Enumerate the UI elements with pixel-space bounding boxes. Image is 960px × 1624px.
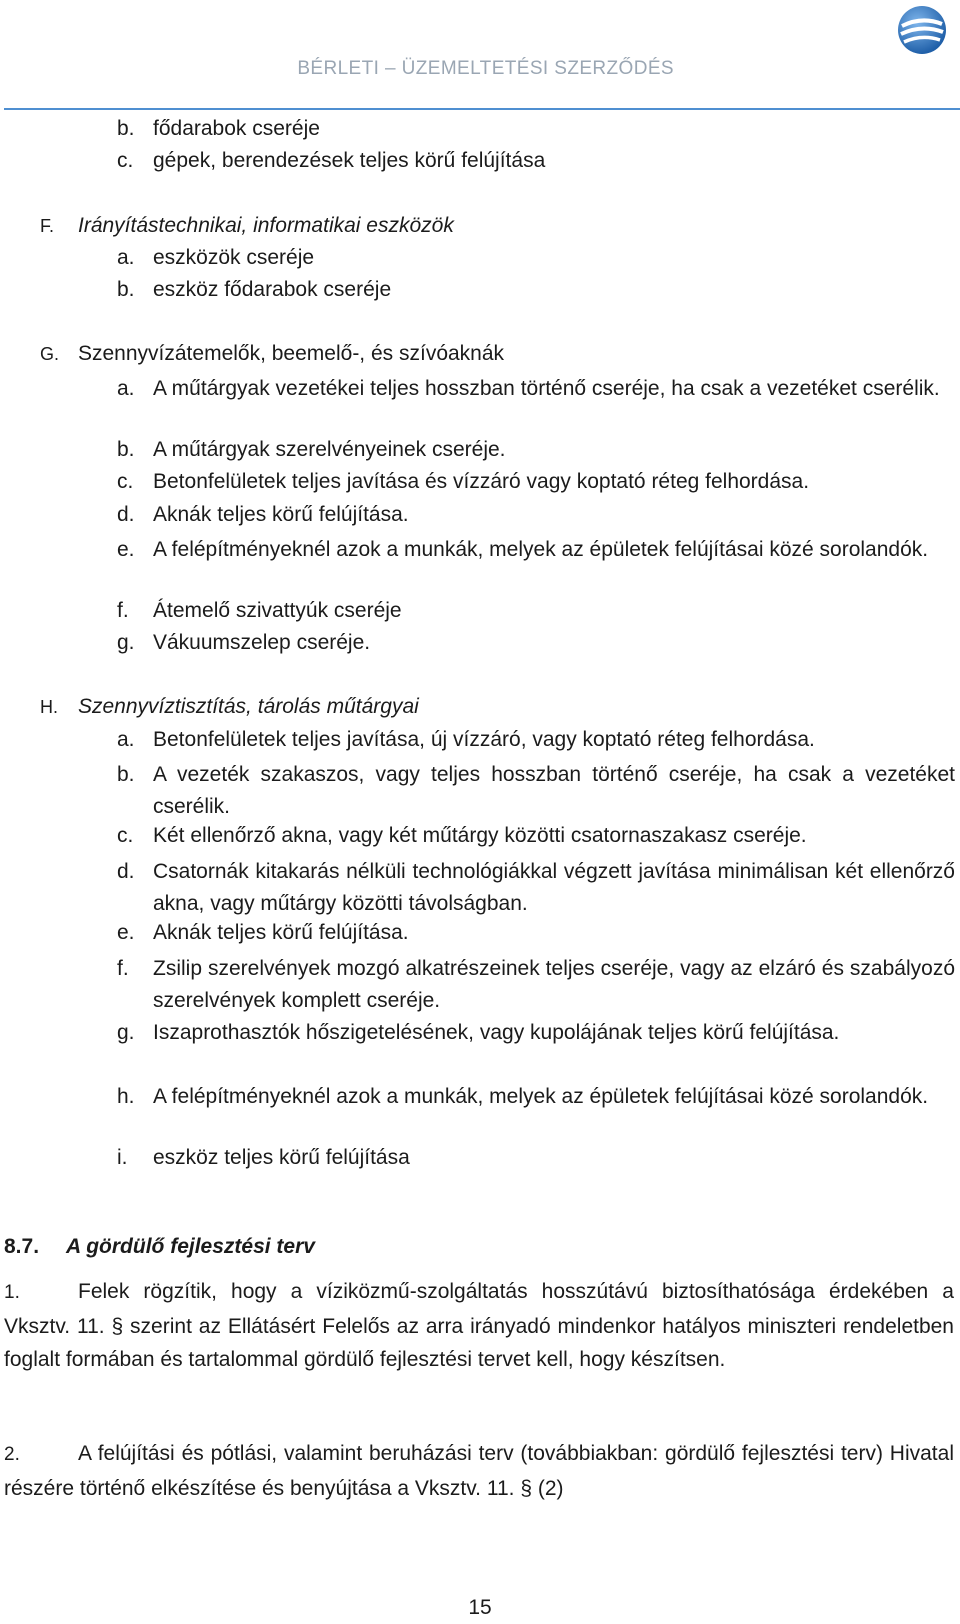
header-divider: [4, 108, 960, 110]
list-item-marker: g.: [117, 1021, 135, 1044]
list-item-marker: f.: [117, 599, 129, 622]
paragraph-number: 1.: [4, 1282, 20, 1303]
section-heading-h: [40, 694, 940, 720]
list-item-marker: b.: [117, 278, 135, 301]
list-item-marker: h.: [117, 1085, 135, 1108]
list-item-text: gépek, berendezések teljes körű felújítása: [153, 149, 546, 172]
list-item-marker: a.: [117, 246, 135, 269]
list-item-marker: g.: [117, 631, 135, 654]
section-title: Szennyvízátemelők, beemelő-, és szívóaknák: [78, 342, 505, 365]
list-item-text: A műtárgyak vezetékei teljes hosszban történő cseréje, ha csak a vezetéket cserélik.: [153, 377, 940, 400]
list-item-marker: a.: [117, 728, 135, 751]
list-item-marker: e.: [117, 538, 135, 561]
list-item-marker: e.: [117, 921, 135, 944]
list-item-text: A felépítményeknél azok a munkák, melyek az épületek felújításai közé sorolandók.: [153, 1085, 929, 1108]
list-item-marker: f.: [117, 957, 129, 980]
paragraph-text: A felújítási és pótlási, valamint beruházási terv (továbbiakban: gördülő fejlesztési terv) Hivatal részére történő elkészítése és benyújtása a Vksztv. 11. § (2): [4, 1442, 954, 1500]
section-marker: G.: [40, 344, 60, 364]
section-number: 8.7.: [4, 1235, 40, 1258]
list-item-text: Átemelő szivattyúk cseréje: [153, 599, 402, 622]
list-item-marker: b.: [117, 438, 135, 461]
section-title: Irányítástechnikai, informatikai eszközök: [78, 214, 454, 237]
list-item-text: eszközök cseréje: [153, 246, 315, 269]
list-item-text: A műtárgyak szerelvényeinek cseréje.: [153, 438, 506, 461]
section-title: Szennyvíztisztítás, tárolás műtárgyai: [78, 695, 419, 718]
list-item-text: Betonfelületek teljes javítása és vízzáró vagy koptató réteg felhordása.: [153, 470, 810, 493]
list-item-text: A vezeték szakaszos, vagy teljes hosszban történő cseréje, ha csak a vezetéket cserélik.: [153, 763, 955, 818]
list-item-text: Két ellenőrző akna, vagy két műtárgy közötti csatornaszakasz cseréje.: [153, 824, 807, 847]
list-item-text: Csatornák kitakarás nélküli technológiákkal végzett javítása minimálisan két ellenőrző akna, vagy műtárgy közötti távolságban.: [153, 860, 955, 915]
page-number: 15: [468, 1596, 492, 1619]
section-marker: H.: [40, 697, 58, 717]
company-logo-icon: [896, 4, 948, 56]
list-item-marker: i.: [117, 1146, 128, 1169]
list-item-text: eszköz fődarabok cseréje: [153, 278, 392, 301]
list-item-marker: d.: [117, 503, 135, 526]
list-item-marker: b.: [117, 763, 135, 786]
list-item-text: Zsilip szerelvények mozgó alkatrészeinek teljes cseréje, vagy az elzáró és szabályozó szerelvények komplett cseréje.: [153, 957, 955, 1012]
list-item-text: Aknák teljes körű felújítása.: [153, 921, 409, 944]
document-header-title: BÉRLETI – ÜZEMELTETÉSI SZERZŐDÉS: [297, 58, 674, 79]
list-item-marker: c.: [117, 470, 134, 493]
list-item-text: Betonfelületek teljes javítása, új vízzáró, vagy koptató réteg felhordása.: [153, 728, 815, 751]
list-item-marker: b.: [117, 117, 135, 140]
section-title: A gördülő fejlesztési terv: [66, 1235, 315, 1258]
paragraph: [4, 1437, 954, 1505]
list-item-text: fődarabok cseréje: [153, 117, 320, 140]
paragraph-text: Felek rögzítik, hogy a víziközmű-szolgáltatás hosszútávú biztosíthatósága érdekében a Vksztv. 11. § szerint az Ellátásért Felelős az arra irányadó mindenkor hatályos miniszteri rendeletben foglalt formában és tartalommal gördülő fejlesztési tervet kell, hogy készítsen.: [4, 1280, 954, 1371]
list-item-text: A felépítményeknél azok a munkák, melyek az épületek felújításai közé sorolandók.: [153, 538, 929, 561]
list-item-marker: d.: [117, 860, 135, 883]
paragraph-number: 2.: [4, 1444, 20, 1465]
section-marker: F.: [40, 216, 55, 236]
list-item-text: Aknák teljes körű felújítása.: [153, 503, 409, 526]
list-item-text: Iszaprothasztók hőszigetelésének, vagy kupolájának teljes körű felújítása.: [153, 1021, 840, 1044]
section-heading-f: [40, 213, 940, 239]
section-heading-g: [40, 341, 940, 367]
list-item-text: eszköz teljes körű felújítása: [153, 1146, 410, 1169]
paragraph: [4, 1275, 954, 1377]
list-item-text: Vákuumszelep cseréje.: [153, 631, 371, 654]
list-item-marker: a.: [117, 377, 135, 400]
list-item-marker: c.: [117, 149, 134, 172]
list-item-marker: c.: [117, 824, 134, 847]
